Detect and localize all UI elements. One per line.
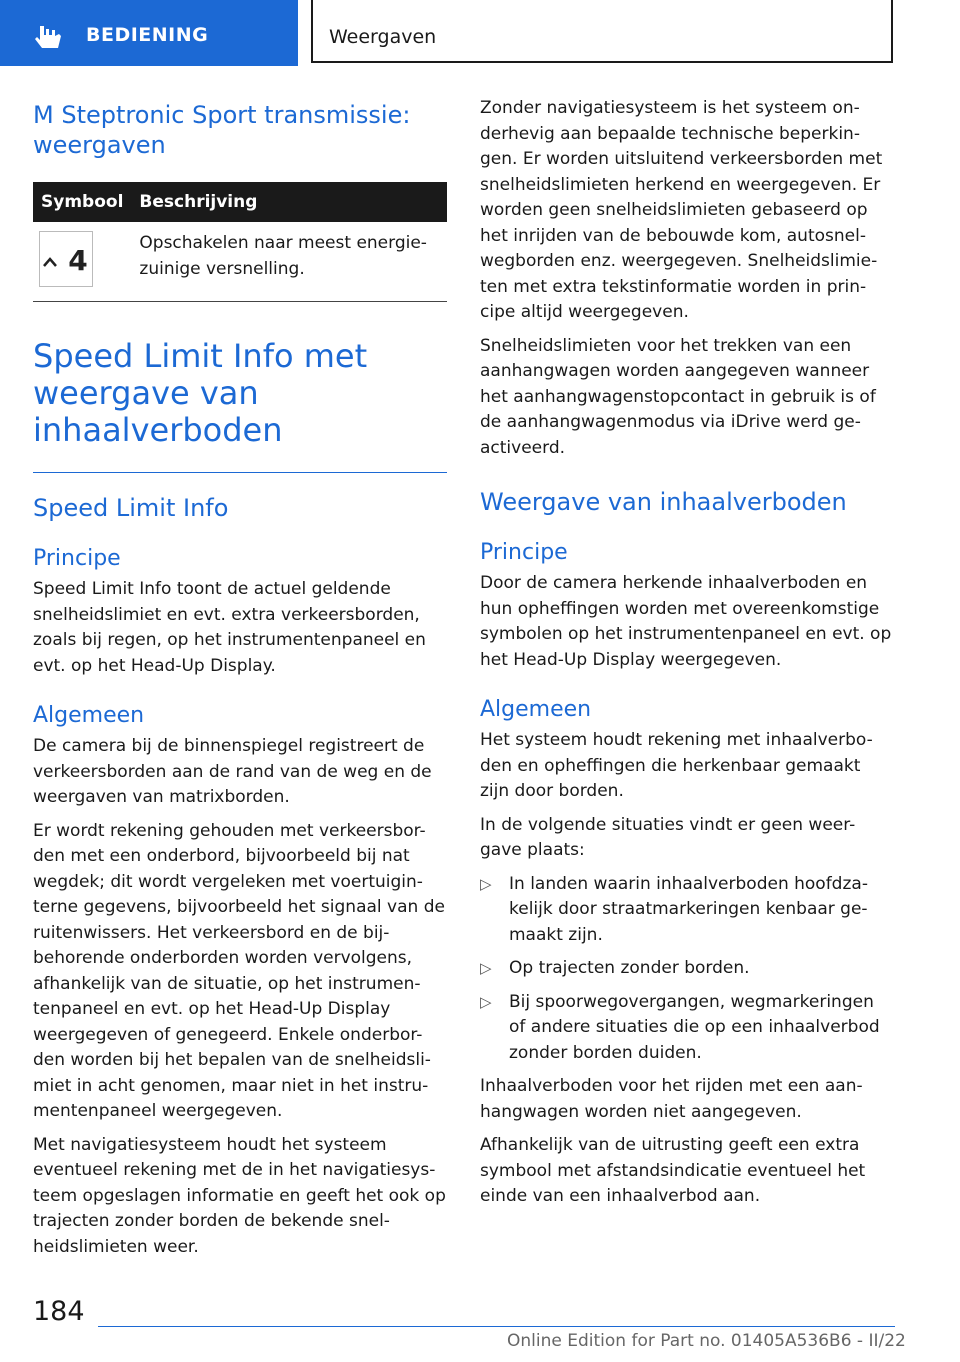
left-column — [33, 96, 447, 1260]
algemeen-heading-right: Algemeen — [480, 697, 592, 722]
list-item-text: Bij spoorwegovergangen, wegmarkeringen of andere situaties die op een inhaalverbod zonder borden duiden. — [509, 991, 880, 1063]
speed-limit-heading: Speed Limit Info — [33, 494, 229, 522]
triangle-bullet-icon: ▷ — [480, 959, 492, 977]
principe-text-right: Door de camera herkende inhaalverboden en hun opheffingen worden met overeenkomstige symbolen op het instrumentenpaneel en evt. op het Head-Up Display weergegeven. — [480, 573, 892, 670]
table-header-symbol: Symbool — [41, 192, 124, 212]
footer-rule — [98, 1326, 895, 1327]
algemeen-text-1: De camera bij de binnenspiegel registreert de verkeersborden aan de rand van de weg en de weergaven van matrixborden. — [33, 736, 432, 807]
chapter-label: Weergaven — [329, 26, 437, 48]
triangle-bullet-icon: ▷ — [480, 874, 492, 893]
principe-heading: Principe — [33, 546, 121, 571]
table-header-description: Beschrijving — [139, 192, 258, 212]
section-tab — [0, 0, 298, 66]
list-item-text: In landen waarin inhaalverboden hoofdza-kelijk door straatmarkeringen kenbaar ge-maakt zijn. — [509, 873, 868, 945]
algemeen-text-2: Er wordt rekening gehouden met verkeersbor-den met een onderbord, bijvoorbeeld bij nat wegdek; dit wordt vergeleken met voertuigin-terne gegevens, bijvoorbeeld het signaal van de ruitenwissers. Het verkeersbord en de bij-behorende onderborden worden vervolgens, afhankelijk van de situatie, op het instrumen-tenpaneel en evt. op het Head-Up Display weergegeven of genegeerd. Enkele onderbor-den worden bij het bepalen van de snelheidsli-miet in acht genomen, maar niet in het instru-mentenpaneel weergegeven. — [33, 820, 445, 1121]
trailer-overtaking-note: Inhaalverboden voor het rijden met een aan-hangwagen worden niet aangegeven. — [480, 1076, 863, 1122]
table-cell-symbol — [33, 222, 131, 302]
title-rule — [33, 472, 447, 473]
right-column — [480, 96, 894, 1210]
bullet-list — [480, 872, 894, 1067]
extra-symbol-note: Afhankelijk van de uitrusting geeft een extra symbool met afstandsindicatie eventueel het einde van een inhaalverbod aan. — [480, 1135, 866, 1206]
triangle-bullet-icon: ▷ — [480, 992, 492, 1011]
page-number: 184 — [33, 1296, 85, 1327]
principe-text: Speed Limit Info toont de actuel geldende snelheidslimiet en evt. extra verkeersborden, zoals bij regen, op het instrumentenpaneel en evt. op het Head-Up Display. — [33, 579, 426, 676]
algemeen-text-right-1: Het systeem houdt rekening met inhaalverbo-den en opheffingen die herkenbaar gemaakt zijn door borden. — [480, 730, 873, 801]
algemeen-text-3: Met navigatiesysteem houdt het systeem eventueel rekening met de in het navigatiesys-teem opgeslagen informatie en geeft het ook op trajecten zonder borden de bekende snel-heidslimieten weer. — [33, 1134, 446, 1257]
table-cell-description: Opschakelen naar meest energie-zuinige versnelling. — [131, 222, 447, 302]
svg-text:4: 4 — [68, 246, 88, 272]
chapter-box — [311, 0, 893, 63]
trailer-note: Snelheidslimieten voor het trekken van een aanhangwagen worden aangegeven wanneer het aanhangwagenstopcontact in gebruik is of de aanhangwagenmodus via iDrive werd ge-activeerd. — [480, 335, 876, 458]
principe-heading-right: Principe — [480, 540, 568, 565]
symbol-table — [33, 182, 447, 302]
table-title: M Steptronic Sport transmissie: weergaven — [33, 101, 411, 159]
section-label: BEDIENING — [86, 24, 209, 46]
list-item — [480, 956, 894, 982]
hand-pointer-icon — [34, 24, 64, 50]
list-item-text: Op trajecten zonder borden. — [509, 958, 750, 978]
navigation-note: Zonder navigatiesysteem is het systeem on-derhevig aan bepaalde technische beperkin-gen. Er worden uitsluitend verkeersborden met snelheidslimieten herkend en weergegeven. Er worden geen snelheidslimieten gebaseerd op het inrijden van de bebouwde kom, autosnel-wegborden enz. weergegeven. Snelheidslimie-ten met extra tekstinformatie worden in prin-cipe altijd weergegeven. — [480, 98, 883, 322]
footer-edition: Online Edition for Part no. 01405A536B6 - II/22 — [507, 1331, 906, 1351]
main-title: Speed Limit Info met weergave van inhaalverboden — [33, 337, 368, 449]
table-row — [33, 222, 447, 302]
list-item — [480, 872, 894, 949]
inhaalverboden-heading: Weergave van inhaalverboden — [480, 488, 847, 516]
algemeen-heading: Algemeen — [33, 703, 145, 728]
list-item — [480, 990, 894, 1067]
gear-upshift-4-icon — [39, 231, 93, 287]
table-header-row — [33, 182, 447, 222]
algemeen-text-right-2: In de volgende situaties vindt er geen weer-gave plaats: — [480, 814, 856, 860]
